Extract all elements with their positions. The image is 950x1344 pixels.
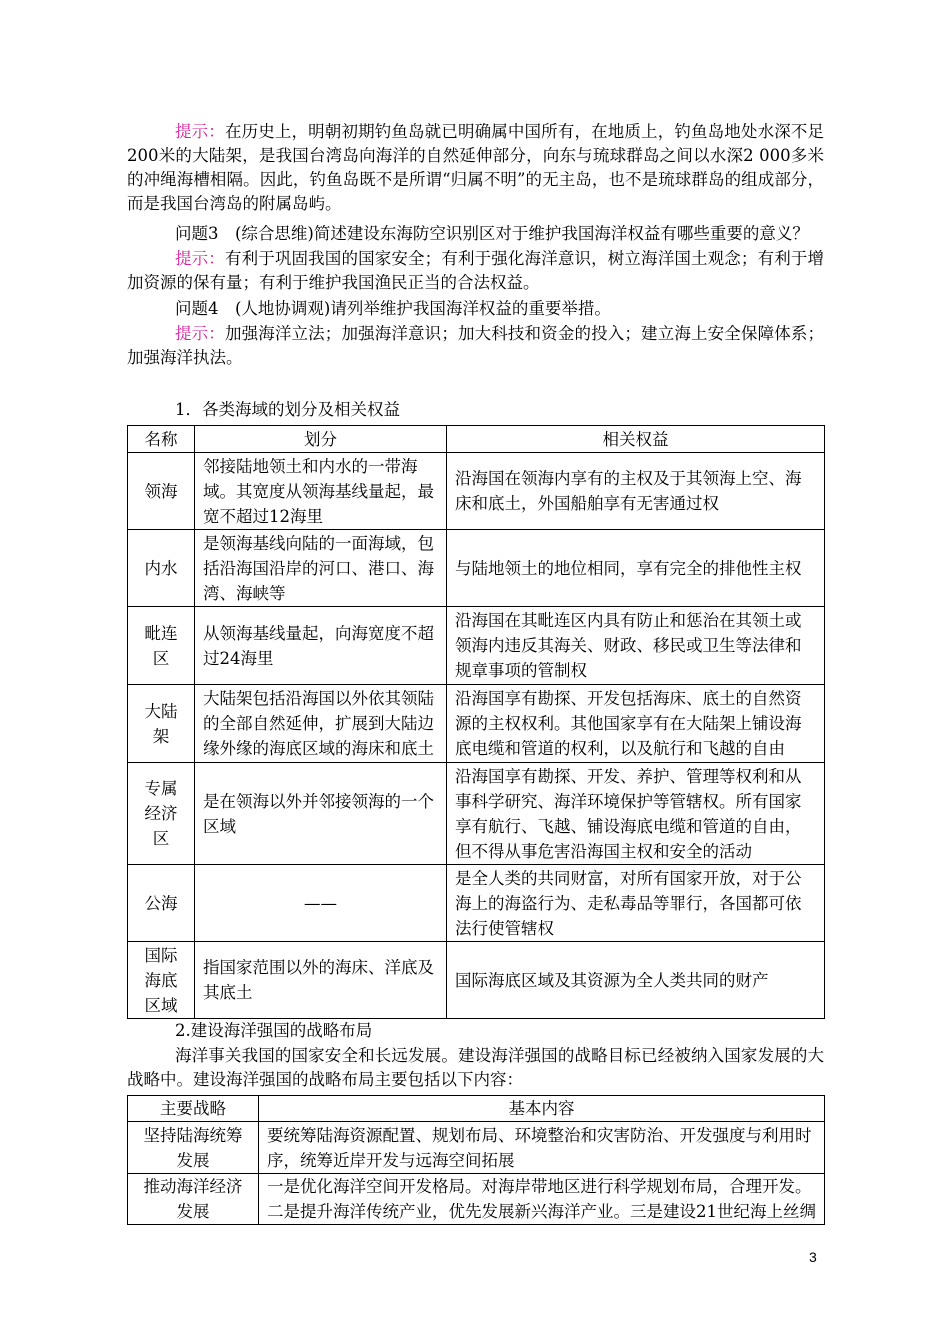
question-4: 问题4 (人地协调观)请列举维护我国海洋权益的重要举措。	[175, 299, 611, 318]
table-row	[128, 530, 825, 607]
row-rights: 沿海国在其毗连区内具有防止和惩治在其领土或领海内违反其海关、财政、移民或卫生等法律和规章事项的管制权	[447, 607, 825, 685]
row-rights: 沿海国享有勘探、开发包括海床、底土的自然资源的主权权利。其他国家享有在大陆架上铺设海底电缆和管道的权利，以及航行和飞越的自由	[447, 685, 825, 763]
table-row	[128, 607, 825, 685]
table-header-row	[128, 1096, 825, 1122]
table-row	[128, 1122, 825, 1174]
row-rights: 沿海国在领海内享有的主权及于其领海上空、海床和底土，外国船舶享有无害通过权	[447, 453, 825, 530]
header-name: 名称	[128, 426, 195, 453]
header-rights: 相关权益	[447, 426, 825, 453]
row-content: 一是优化海洋空间开发格局。对海岸带地区进行科学规划布局，合理开发。二是提升海洋传统产业，优先发展新兴海洋产业。三是建设21世纪海上丝绸	[259, 1174, 825, 1225]
row-rights: 国际海底区域及其资源为全人类共同的财产	[447, 942, 825, 1019]
row-name: 领海	[128, 453, 195, 530]
hint-text: 加强海洋立法；加强海洋意识；加大科技和资金的投入；建立海上安全保障体系；加强海洋执法。	[127, 324, 825, 367]
row-name: 毗连区	[128, 607, 195, 685]
hint-paragraph-1	[127, 120, 824, 216]
header-division: 划分	[195, 426, 447, 453]
question-3: 问题3 (综合思维)简述建设东海防空识别区对于维护我国海洋权益有哪些重要的意义？	[175, 224, 809, 243]
table-row	[128, 453, 825, 530]
header-content: 基本内容	[259, 1096, 825, 1122]
row-name: 大陆架	[128, 685, 195, 763]
section-2-title: 2.建设海洋强国的战略布局	[175, 1021, 373, 1040]
row-name: 国际海底区域	[128, 942, 195, 1019]
table-row	[128, 1174, 825, 1225]
row-division: 是领海基线向陆的一面海域，包括沿海国沿岸的河口、港口、海湾、海峡等	[195, 530, 447, 607]
header-strategy: 主要战略	[128, 1096, 259, 1122]
page-number: 3	[809, 1249, 817, 1265]
row-name: 专属经济区	[128, 763, 195, 865]
row-name: 公海	[128, 865, 195, 942]
table-row	[128, 865, 825, 942]
hint-text: 有利于巩固我国的国家安全；有利于强化海洋意识，树立海洋国土观念；有利于增加资源的保有量；有利于维护我国渔民正当的合法权益。	[127, 249, 825, 292]
row-division: 大陆架包括沿海国以外依其领陆的全部自然延伸，扩展到大陆边缘外缘的海底区域的海床和底土	[195, 685, 447, 763]
table-row	[128, 685, 825, 763]
row-division: 指国家范围以外的海床、洋底及其底土	[195, 942, 447, 1019]
sea-area-table	[127, 425, 825, 1019]
row-strategy: 推动海洋经济发展	[128, 1174, 259, 1225]
row-rights: 是全人类的共同财富，对所有国家开放，对于公海上的海盗行为、走私毒品等罪行，各国都可依法行使管辖权	[447, 865, 825, 942]
table-row	[128, 942, 825, 1019]
row-division: 是在领海以外并邻接领海的一个区域	[195, 763, 447, 865]
row-rights: 与陆地领土的地位相同，享有完全的排他性主权	[447, 530, 825, 607]
row-division: 从领海基线量起，向海宽度不超过24海里	[195, 607, 447, 685]
row-division: ——	[195, 865, 447, 942]
row-rights: 沿海国享有勘探、开发、养护、管理等权利和从事科学研究、海洋环境保护等管辖权。所有国家享有航行、飞越、铺设海底电缆和管道的自由，但不得从事危害沿海国主权和安全的活动	[447, 763, 825, 865]
hint-label: 提示：	[175, 122, 225, 141]
hint-paragraph-3	[127, 247, 824, 295]
row-strategy: 坚持陆海统筹发展	[128, 1122, 259, 1174]
section-1-title: 1．各类海域的划分及相关权益	[175, 400, 400, 419]
section-2-intro: 海洋事关我国的国家安全和长远发展。建设海洋强国的战略目标已经被纳入国家发展的大战略中。建设海洋强国的战略布局主要包括以下内容：	[127, 1046, 824, 1089]
hint-paragraph-4	[127, 322, 824, 370]
row-name: 内水	[128, 530, 195, 607]
hint-label: 提示：	[175, 324, 225, 343]
hint-text: 在历史上，明朝初期钓鱼岛就已明确属中国所有，在地质上，钓鱼岛地处水深不足200米的大陆架，是我国台湾岛向海洋的自然延伸部分，向东与琉球群岛之间以水深2 000多米的冲绳海槽相隔。因此，钓鱼岛既不是所谓“归属不明”的无主岛，也不是琉球群岛的组成部分，而是我国台湾岛的附属岛屿。	[127, 122, 825, 213]
row-content: 要统筹陆海资源配置、规划布局、环境整治和灾害防治、开发强度与利用时序，统筹近岸开发与远海空间拓展	[259, 1122, 825, 1174]
hint-label: 提示：	[175, 249, 225, 268]
table-row	[128, 763, 825, 865]
table-header-row	[128, 426, 825, 453]
strategy-table	[127, 1095, 825, 1225]
row-division: 邻接陆地领土和内水的一带海域。其宽度从领海基线量起，最宽不超过12海里	[195, 453, 447, 530]
